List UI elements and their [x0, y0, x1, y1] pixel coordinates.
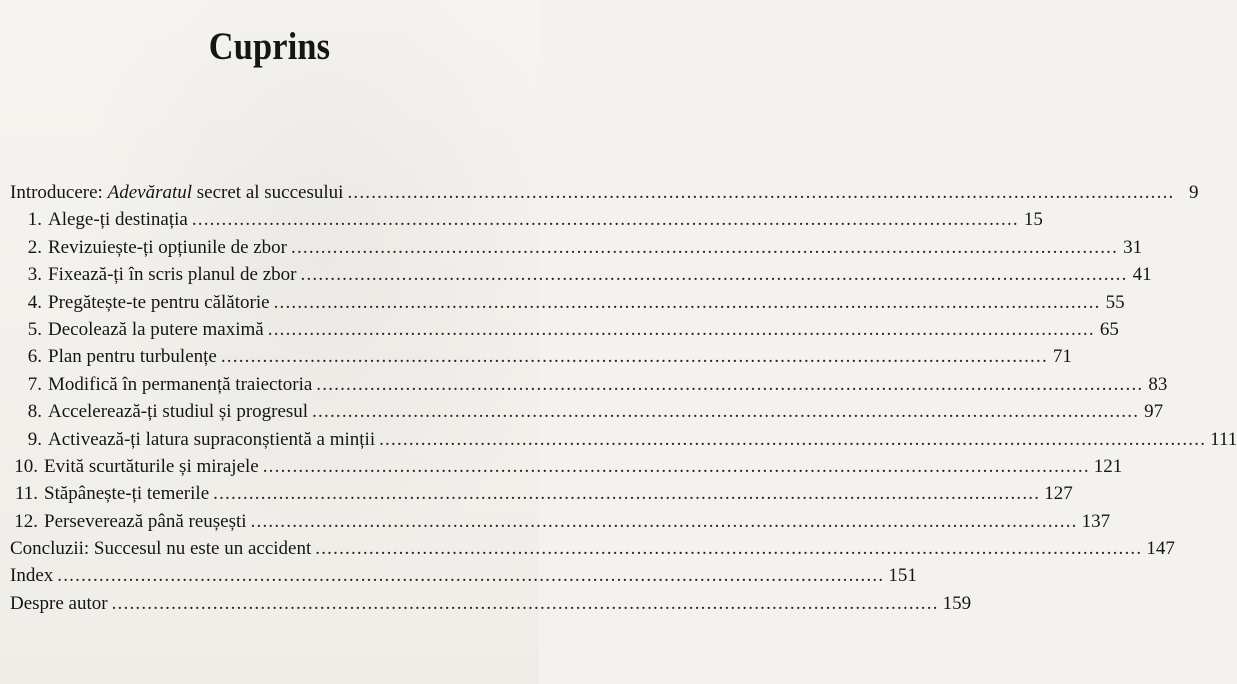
toc-entry-page: 121: [1093, 455, 1123, 477]
dot-leader: [312, 398, 1139, 425]
toc-entry-label: Modifică în permanență traiectoria: [48, 373, 313, 395]
dot-leader: [301, 261, 1128, 288]
toc-entry-chapter-6: [10, 343, 1072, 370]
toc-entry-label: Index: [10, 565, 54, 587]
toc-entry-number: 6.: [27, 346, 42, 368]
toc-entry-page: 137: [1081, 510, 1111, 532]
toc-entry-chapter-8: [10, 398, 1164, 425]
toc-entry-label: Perseverează până reușești: [44, 510, 247, 532]
toc-entry-label: Fixează-ți în scris planul de zbor: [48, 264, 297, 286]
dot-leader: [379, 426, 1206, 453]
toc-entry-label: Activează-ți latura supraconștientă a minții: [48, 428, 376, 450]
dot-leader: [221, 343, 1048, 370]
dot-leader: [192, 206, 1019, 233]
toc-entry-page: 9: [1189, 182, 1199, 203]
toc-entry-number: 10.: [14, 455, 38, 477]
dot-leader: [274, 289, 1101, 316]
dot-leader: [213, 480, 1040, 507]
toc-entry-page: 41: [1132, 264, 1152, 286]
dot-leader: [57, 562, 884, 589]
toc-entry-page: 97: [1144, 401, 1164, 423]
table-of-contents: [10, 179, 1237, 617]
dot-leader: [316, 371, 1143, 398]
dot-leader: [263, 453, 1090, 480]
toc-entry-label: Revizuiește-ți opțiunile de zbor: [48, 236, 288, 258]
toc-entry-number: 11.: [14, 483, 38, 505]
dot-leader: [268, 316, 1095, 343]
dot-leader: [112, 590, 939, 617]
toc-entry-label: Decolează la putere maximă: [48, 318, 264, 340]
toc-entry-number: 4.: [27, 291, 42, 313]
toc-entry-label: Accelerează-ți studiul și progresul: [48, 401, 309, 423]
toc-entry-chapter-5: [10, 316, 1119, 343]
dot-leader: [251, 508, 1078, 535]
toc-entry-page: 83: [1148, 373, 1168, 395]
toc-entry-chapter-1: [10, 206, 1043, 233]
toc-entry-chapter-10: [10, 453, 1123, 480]
toc-entry-number: 8.: [27, 401, 42, 423]
toc-entry-label: Evită scurtăturile și mirajele: [44, 455, 259, 477]
dot-leader: [315, 535, 1142, 562]
toc-entry-label: Despre autor: [10, 592, 108, 614]
toc-entry-chapter-11: [10, 480, 1073, 507]
toc-entry-number: 5.: [27, 318, 42, 340]
toc-entry-page: 127: [1044, 483, 1073, 505]
page-title: Cuprins: [208, 25, 331, 68]
toc-entry-label: Pregătește-te pentru călătorie: [48, 291, 270, 313]
toc-entry-label: Introducere: Adevăratul secret al succesului: [10, 182, 344, 203]
toc-entry-page: 159: [942, 592, 972, 614]
toc-entry-label: Concluzii: Succesul nu este un accident: [10, 538, 312, 560]
toc-entry-number: 7.: [27, 373, 42, 395]
toc-entry-page: 15: [1023, 209, 1043, 231]
toc-entry-chapter-2: [10, 234, 1143, 261]
toc-entry-page: 55: [1105, 291, 1125, 313]
toc-entry-chapter-9: [10, 426, 1237, 453]
toc-entry-label: Plan pentru turbulențe: [48, 346, 217, 368]
toc-entry-conclusions: [10, 535, 1175, 562]
toc-entry-number: 9.: [27, 428, 42, 450]
toc-entry-number: 1.: [27, 209, 42, 231]
toc-entry-chapter-4: [10, 289, 1125, 316]
toc-entry-page: 147: [1146, 538, 1175, 560]
toc-entry-page: 31: [1123, 236, 1143, 258]
toc-entry-index: [10, 562, 917, 589]
toc-entry-page: 151: [888, 565, 917, 587]
toc-entry-about-author: [10, 590, 972, 617]
dot-leader: [347, 179, 1174, 206]
toc-entry-page: 71: [1052, 346, 1072, 368]
toc-entry-label: Stăpânește-ți temerile: [44, 483, 210, 505]
toc-entry-page: 65: [1099, 318, 1119, 340]
toc-entry-intro: [10, 179, 1199, 206]
toc-entry-page: 111: [1210, 428, 1237, 450]
toc-entry-label: Alege-ți destinația: [48, 209, 188, 231]
toc-entry-chapter-12: [10, 508, 1111, 535]
toc-entry-number: 3.: [27, 264, 42, 286]
toc-entry-number: 2.: [27, 236, 42, 258]
dot-leader: [291, 234, 1118, 261]
toc-entry-chapter-7: [10, 371, 1168, 398]
toc-entry-number: 12.: [14, 510, 38, 532]
toc-entry-chapter-3: [10, 261, 1152, 288]
